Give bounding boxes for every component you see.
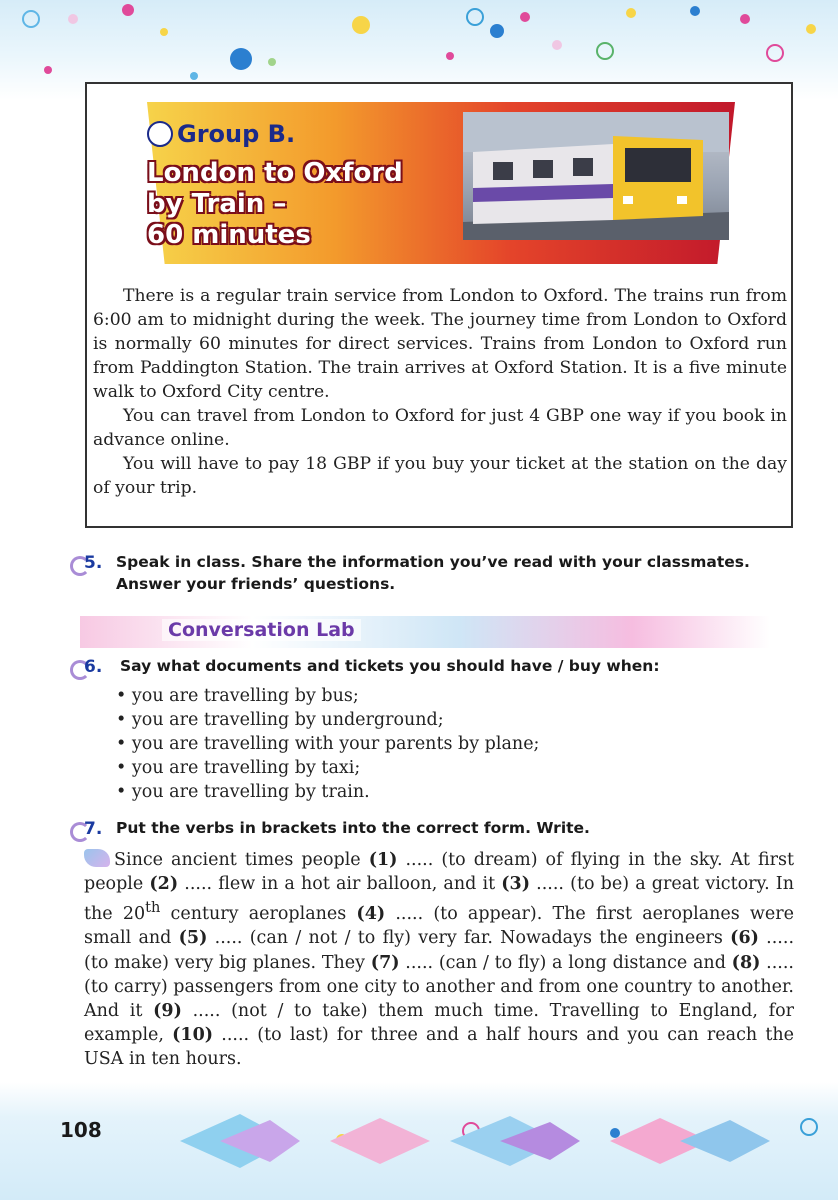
train-photo (463, 112, 729, 240)
exercise-5-instruction: Speak in class. Share the information you’ve read with your classmates. Answer your friends’ questions. (116, 553, 750, 593)
group-label (147, 120, 295, 148)
text-segment: ..... (not / to take) them much time. Travelling to England, for example, (84, 1001, 794, 1046)
text-segment: ..... (to make) very big planes. They (84, 928, 795, 973)
title-line: London to Oxford (147, 158, 403, 188)
gap-number: (8) (731, 952, 761, 973)
text-segment: ..... (to carry) passengers from one city to another and from one country to another. And it (84, 952, 794, 1022)
text-segment: Since ancient times people (114, 850, 369, 870)
article-title (147, 158, 467, 251)
superscript: th (145, 899, 161, 917)
exercise-6-list (116, 684, 539, 804)
gap-number: (4) (356, 904, 386, 925)
feather-decoration (180, 1110, 780, 1172)
gap-number: (10) (172, 1025, 214, 1046)
gap-number: (9) (153, 1001, 182, 1022)
text-segment: ..... flew in a hot air balloon, and it (178, 874, 502, 895)
gap-number: (6) (730, 928, 759, 949)
page-number: 108 (60, 1118, 102, 1142)
text-segment: ..... (to be) a great victory. In the 20 (84, 874, 794, 925)
title-line: by Train – (147, 189, 287, 219)
exercise-7-number: 7. (84, 819, 103, 839)
article-paragraph: You will have to pay 18 GBP if you buy your ticket at the station on the day of your trip. (93, 454, 787, 498)
exercise-7-text (84, 848, 794, 1072)
group-label-text: Group B. (177, 120, 296, 148)
text-segment: ..... (to last) for three and a half hours and you can reach the USA in ten hours. (84, 1025, 794, 1070)
title-line: 60 minutes (147, 220, 311, 250)
list-item: • you are travelling by bus; (116, 684, 539, 708)
list-item: • you are travelling by taxi; (116, 756, 539, 780)
train-illustration (463, 112, 729, 240)
text-segment: century aeroplanes (160, 904, 357, 925)
gap-number: (7) (370, 952, 400, 973)
article-paragraph: You can travel from London to Oxford for just 4 GBP one way if you book in advance online. (93, 406, 787, 450)
gap-number: (5) (178, 928, 208, 949)
text-segment: ..... (to appear). The first aeroplanes were small and (84, 904, 794, 949)
pencil-icon (84, 849, 110, 867)
article-paragraph: There is a regular train service from London to Oxford. The trains run from 6:00 am to midnight during the week. The journey time from London to Oxford is normally 60 minutes for direct services. Trains from London to Oxford run from Paddington Station. The train arrives at Oxford Station. It is a five minute walk to Oxford City centre. (93, 286, 787, 402)
list-item: • you are travelling with your parents by plane; (116, 732, 539, 756)
text-segment: ..... (can / not / to fly) very far. Nowadays the engineers (207, 928, 731, 949)
article-banner (147, 102, 735, 264)
gap-number: (2) (149, 874, 179, 895)
gap-number: (3) (501, 874, 531, 895)
exercise-7-instruction: Put the verbs in brackets into the correct form. Write. (116, 819, 590, 837)
text-segment: ..... (can / to fly) a long distance and (399, 952, 732, 973)
exercise-7-body (84, 850, 794, 1069)
exercise-6-instruction: Say what documents and tickets you should have / buy when: (120, 657, 660, 675)
list-item: • you are travelling by underground; (116, 708, 539, 732)
text-segment: ..... (to dream) of flying in the sky. At first people (84, 850, 794, 895)
gap-number: (1) (368, 850, 398, 870)
article-box (85, 82, 793, 528)
article-body (93, 284, 787, 500)
exercise-5-number: 5. (84, 553, 103, 573)
list-item: • you are travelling by train. (116, 780, 539, 804)
exercise-6-number: 6. (84, 657, 103, 677)
circle-icon (147, 121, 173, 147)
conversation-lab-title: Conversation Lab (162, 619, 361, 641)
